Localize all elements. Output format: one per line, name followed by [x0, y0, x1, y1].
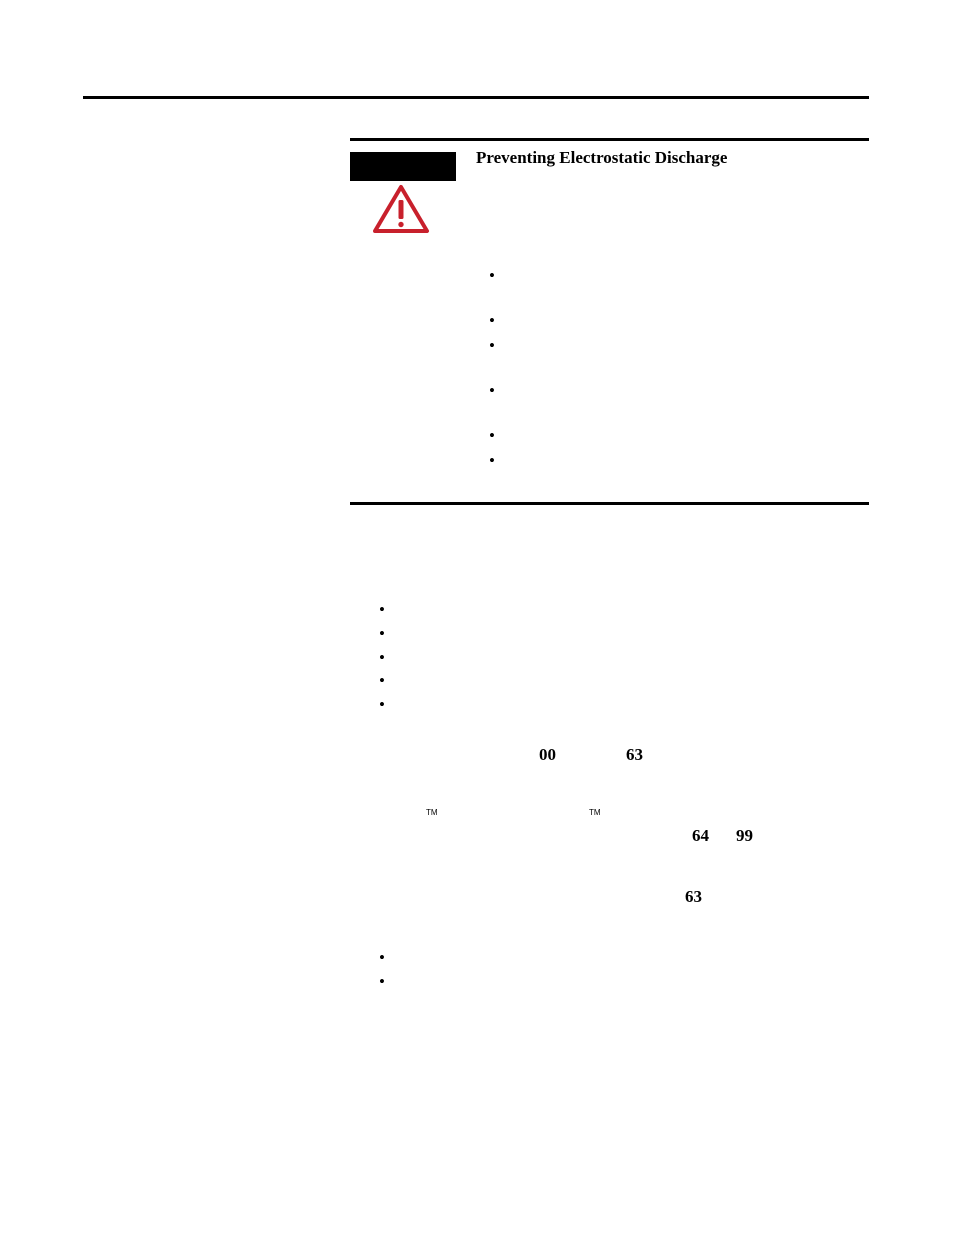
caution-bullet-5: • — [489, 426, 495, 445]
caution-bullet-1: • — [489, 266, 495, 285]
caution-bullet-4: • — [489, 381, 495, 400]
caution-bullet-6: • — [489, 451, 495, 470]
body-bullet-2: • — [379, 624, 385, 643]
number-63-first: 63 — [626, 745, 643, 764]
caution-label-box — [350, 152, 456, 181]
caution-bullet-3: • — [489, 336, 495, 355]
body-bullet-6: • — [379, 948, 385, 967]
body-bullet-3: • — [379, 648, 385, 667]
caution-heading: Preventing Electrostatic Discharge — [476, 148, 728, 167]
caution-bottom-rule — [350, 502, 869, 505]
number-00: 00 — [539, 745, 556, 764]
trademark-mark-1: TM — [426, 808, 438, 817]
number-64: 64 — [692, 826, 709, 845]
page-top-rule — [83, 96, 869, 99]
body-bullet-1: • — [379, 600, 385, 619]
body-bullet-4: • — [379, 671, 385, 690]
trademark-mark-2: TM — [589, 808, 601, 817]
body-bullet-5: • — [379, 695, 385, 714]
warning-triangle-icon — [372, 183, 430, 235]
number-99: 99 — [736, 826, 753, 845]
caution-bullet-2: • — [489, 311, 495, 330]
number-63-second: 63 — [685, 887, 702, 906]
body-bullet-7: • — [379, 972, 385, 991]
caution-top-rule — [350, 138, 869, 141]
